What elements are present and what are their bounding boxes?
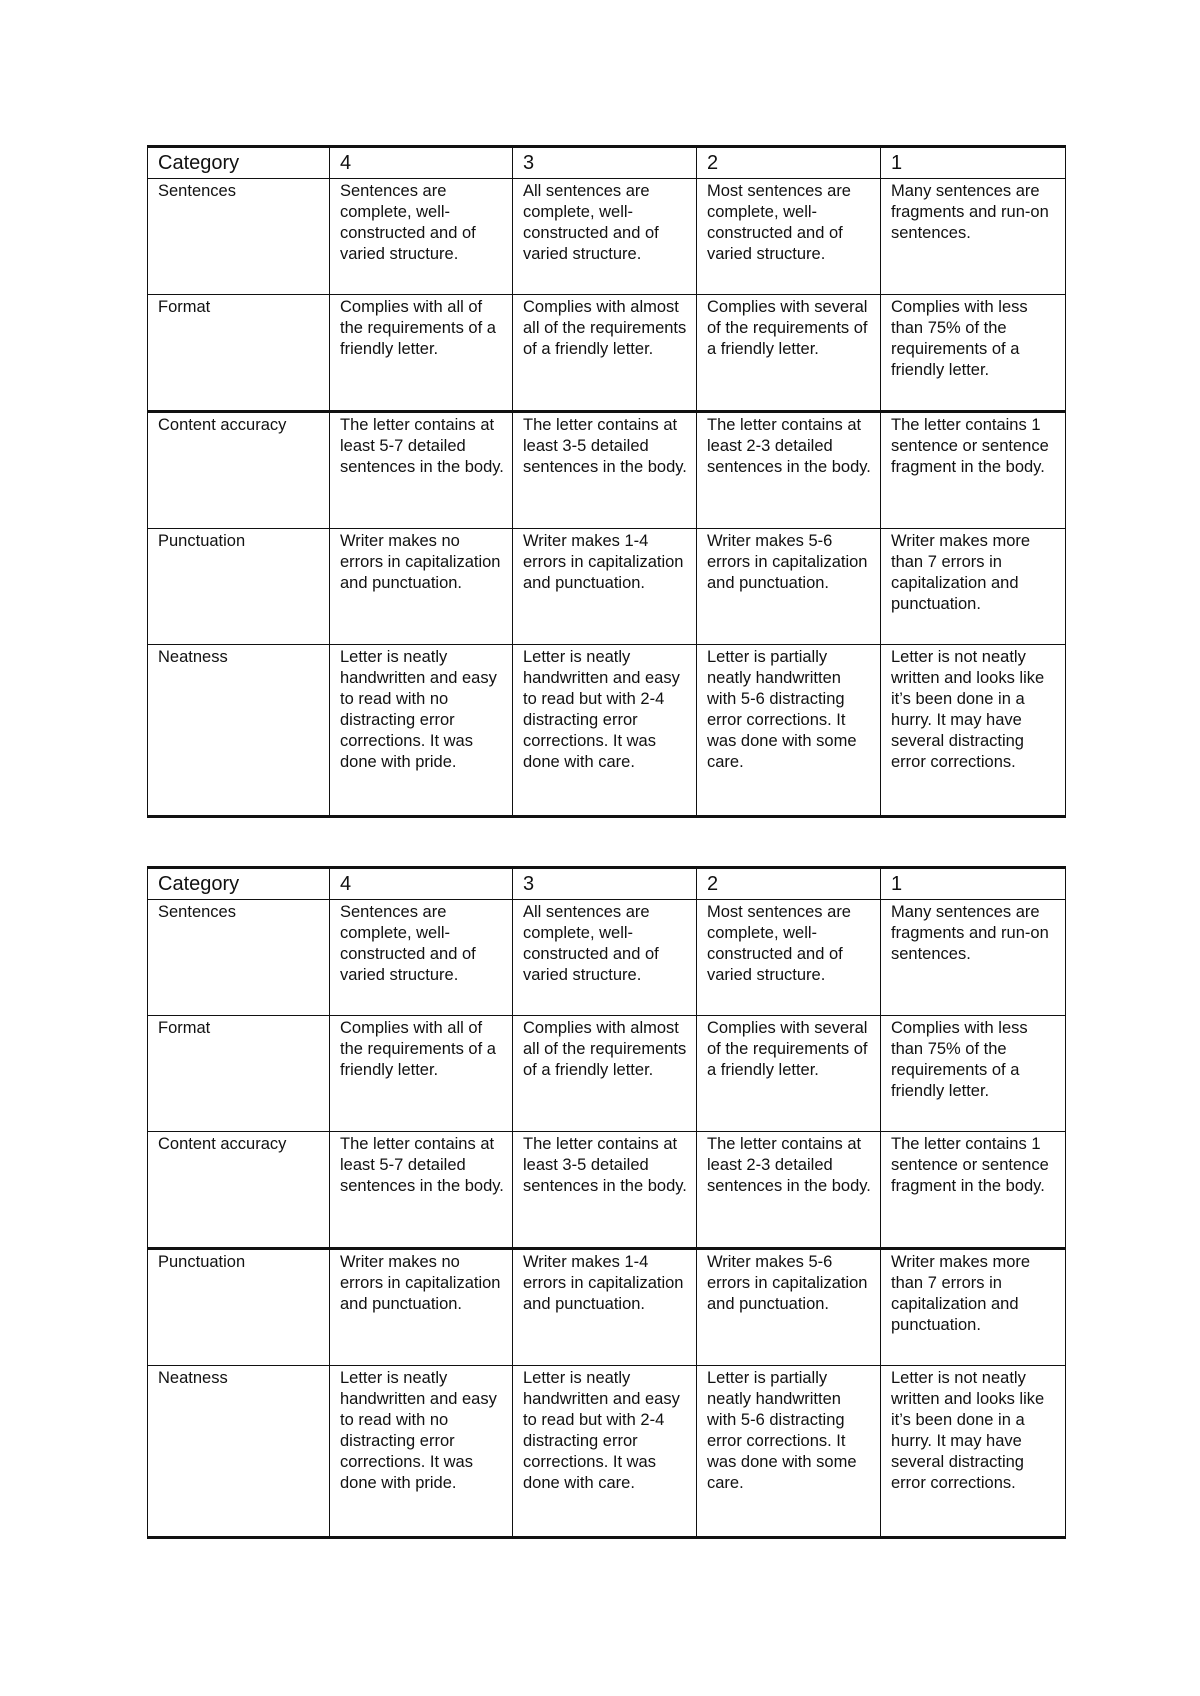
cell-score-3: The letter contains at least 3-5 detailed sentences in the body. <box>513 1132 697 1249</box>
row-category: Punctuation <box>148 529 330 645</box>
cell-score-1: Letter is not neatly written and looks like it’s been done in a hurry. It may have several distracting error corrections. <box>881 1366 1066 1538</box>
cell-score-2: Complies with several of the requirements of a friendly letter. <box>697 295 881 412</box>
rubric-table-1 <box>147 145 1066 818</box>
cell-score-1: Complies with less than 75% of the requirements of a friendly letter. <box>881 295 1066 412</box>
table-header-row <box>148 147 1066 179</box>
header-score-2: 2 <box>697 147 881 179</box>
cell-score-3: Writer makes 1-4 errors in capitalization and punctuation. <box>513 529 697 645</box>
cell-score-2: Writer makes 5-6 errors in capitalization and punctuation. <box>697 1249 881 1366</box>
cell-score-3: Letter is neatly handwritten and easy to read but with 2-4 distracting error corrections. It was done with care. <box>513 645 697 817</box>
rubric-table-2 <box>147 866 1066 1539</box>
table-row <box>148 900 1066 1016</box>
table-row <box>148 1132 1066 1249</box>
cell-score-4: Sentences are complete, well-constructed and of varied structure. <box>330 900 513 1016</box>
cell-score-1: Writer makes more than 7 errors in capitalization and punctuation. <box>881 529 1066 645</box>
cell-score-2: Letter is partially neatly handwritten with 5-6 distracting error corrections. It was done with some care. <box>697 645 881 817</box>
cell-score-1: Many sentences are fragments and run-on sentences. <box>881 900 1066 1016</box>
cell-score-3: All sentences are complete, well-constructed and of varied structure. <box>513 179 697 295</box>
table-row <box>148 1249 1066 1366</box>
cell-score-3: All sentences are complete, well-constructed and of varied structure. <box>513 900 697 1016</box>
header-score-1: 1 <box>881 147 1066 179</box>
row-category: Content accuracy <box>148 412 330 529</box>
table-row <box>148 295 1066 412</box>
cell-score-3: Writer makes 1-4 errors in capitalization and punctuation. <box>513 1249 697 1366</box>
header-score-1: 1 <box>881 868 1066 900</box>
row-category: Format <box>148 1016 330 1132</box>
cell-score-4: Complies with all of the requirements of a friendly letter. <box>330 1016 513 1132</box>
cell-score-3: The letter contains at least 3-5 detailed sentences in the body. <box>513 412 697 529</box>
row-category: Neatness <box>148 645 330 817</box>
header-category: Category <box>148 147 330 179</box>
cell-score-1: Many sentences are fragments and run-on sentences. <box>881 179 1066 295</box>
cell-score-2: Most sentences are complete, well-constructed and of varied structure. <box>697 179 881 295</box>
table-row <box>148 412 1066 529</box>
cell-score-2: The letter contains at least 2-3 detailed sentences in the body. <box>697 1132 881 1249</box>
table-row <box>148 529 1066 645</box>
cell-score-1: The letter contains 1 sentence or sentence fragment in the body. <box>881 1132 1066 1249</box>
header-score-3: 3 <box>513 868 697 900</box>
row-category: Sentences <box>148 900 330 1016</box>
header-score-4: 4 <box>330 147 513 179</box>
cell-score-4: Complies with all of the requirements of a friendly letter. <box>330 295 513 412</box>
cell-score-1: Writer makes more than 7 errors in capitalization and punctuation. <box>881 1249 1066 1366</box>
cell-score-2: Complies with several of the requirements of a friendly letter. <box>697 1016 881 1132</box>
header-category: Category <box>148 868 330 900</box>
cell-score-2: Most sentences are complete, well-constructed and of varied structure. <box>697 900 881 1016</box>
table-row <box>148 645 1066 817</box>
cell-score-1: Letter is not neatly written and looks like it’s been done in a hurry. It may have several distracting error corrections. <box>881 645 1066 817</box>
cell-score-1: Complies with less than 75% of the requirements of a friendly letter. <box>881 1016 1066 1132</box>
row-category: Punctuation <box>148 1249 330 1366</box>
cell-score-4: Letter is neatly handwritten and easy to read with no distracting error corrections. It was done with pride. <box>330 1366 513 1538</box>
cell-score-4: Sentences are complete, well-constructed and of varied structure. <box>330 179 513 295</box>
cell-score-3: Letter is neatly handwritten and easy to read but with 2-4 distracting error corrections. It was done with care. <box>513 1366 697 1538</box>
row-category: Neatness <box>148 1366 330 1538</box>
cell-score-2: Letter is partially neatly handwritten with 5-6 distracting error corrections. It was done with some care. <box>697 1366 881 1538</box>
row-category: Sentences <box>148 179 330 295</box>
cell-score-4: The letter contains at least 5-7 detailed sentences in the body. <box>330 412 513 529</box>
cell-score-4: Letter is neatly handwritten and easy to read with no distracting error corrections. It was done with pride. <box>330 645 513 817</box>
header-score-3: 3 <box>513 147 697 179</box>
cell-score-4: Writer makes no errors in capitalization and punctuation. <box>330 1249 513 1366</box>
header-score-4: 4 <box>330 868 513 900</box>
cell-score-3: Complies with almost all of the requirements of a friendly letter. <box>513 1016 697 1132</box>
row-category: Content accuracy <box>148 1132 330 1249</box>
cell-score-3: Complies with almost all of the requirements of a friendly letter. <box>513 295 697 412</box>
header-score-2: 2 <box>697 868 881 900</box>
row-category: Format <box>148 295 330 412</box>
cell-score-2: Writer makes 5-6 errors in capitalization and punctuation. <box>697 529 881 645</box>
table-row <box>148 1016 1066 1132</box>
table-header-row <box>148 868 1066 900</box>
table-row <box>148 1366 1066 1538</box>
cell-score-2: The letter contains at least 2-3 detailed sentences in the body. <box>697 412 881 529</box>
table-row <box>148 179 1066 295</box>
cell-score-4: The letter contains at least 5-7 detailed sentences in the body. <box>330 1132 513 1249</box>
cell-score-4: Writer makes no errors in capitalization and punctuation. <box>330 529 513 645</box>
cell-score-1: The letter contains 1 sentence or sentence fragment in the body. <box>881 412 1066 529</box>
